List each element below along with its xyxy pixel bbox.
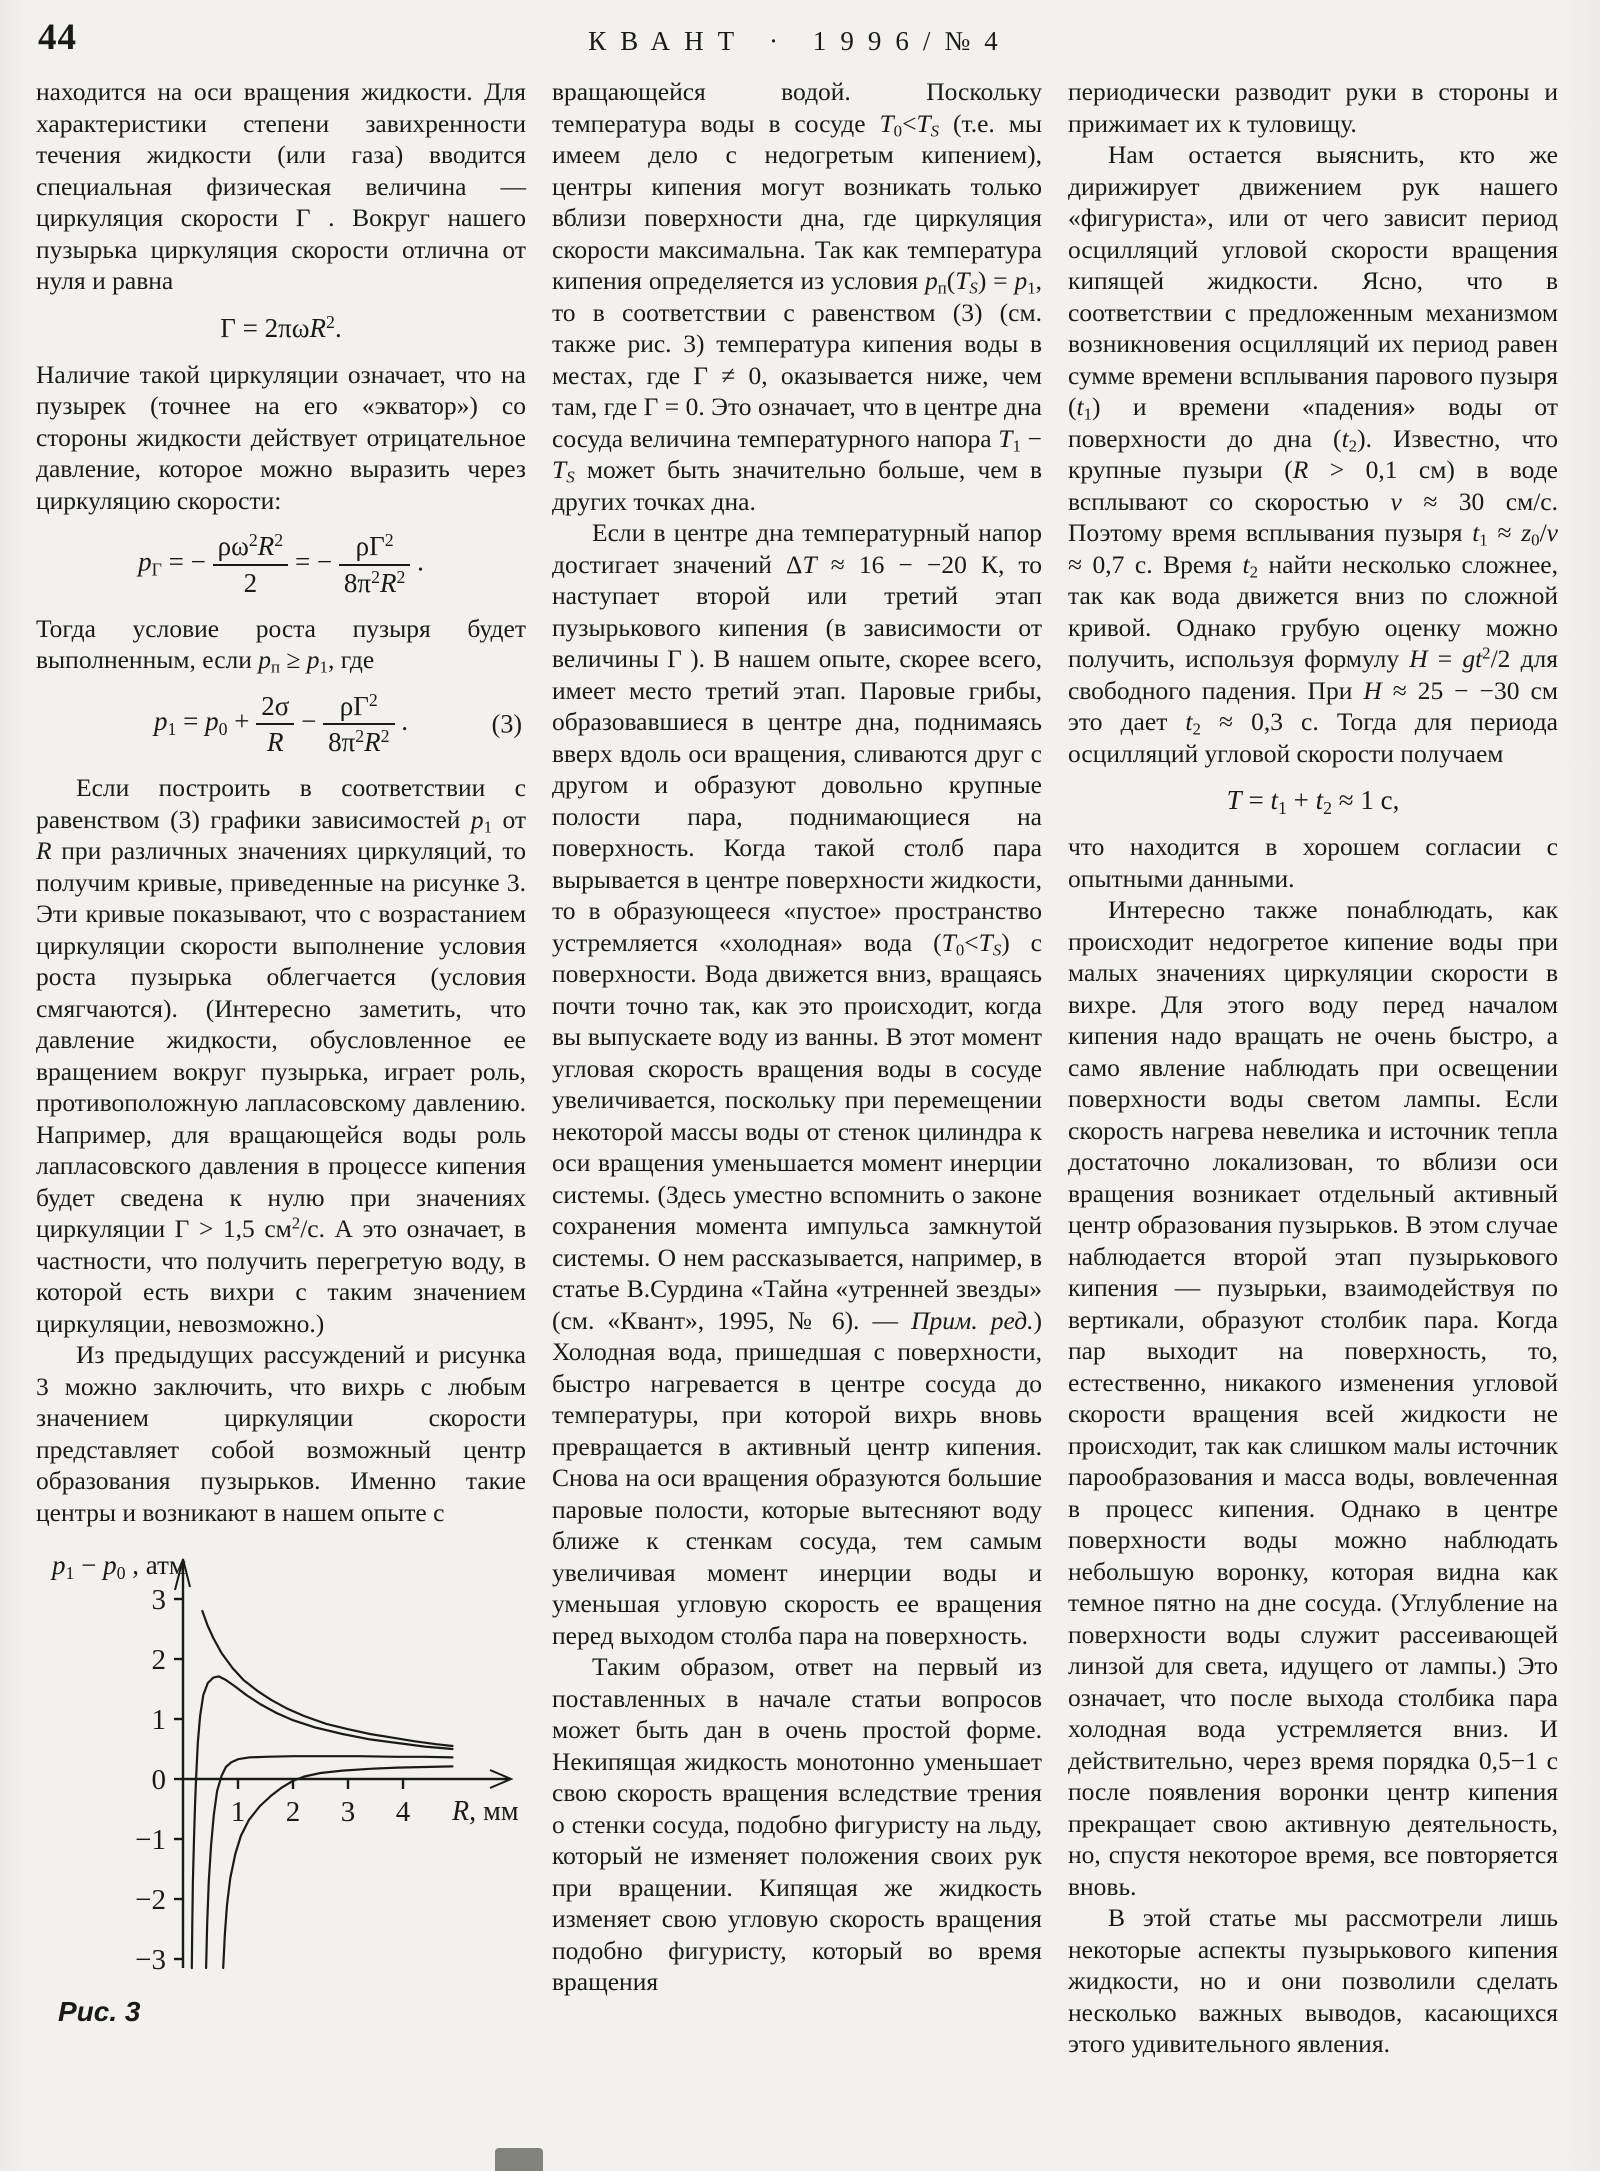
equation-number: (3) <box>491 709 522 739</box>
formula-3-body: $p_1 = p_0$ + $\frac{2\sigma}{R}$ − $\frac{\rho\Gamma^2}{8\pi^2R^2}$ . <box>153 689 409 758</box>
formula-period: $T = t_1 + t_2 \approx 1$ с, <box>1226 785 1400 818</box>
svg-text:2: 2 <box>151 1644 166 1677</box>
paragraph-negative-pressure: Наличие такой циркуляции означает, что на пузырек (точнее на его «экватор») со стороны жидкости действует отрицательное давление, которое можно выразить через циркуляцию скорости: <box>36 359 526 515</box>
svg-text:−2: −2 <box>135 1884 166 1917</box>
column-2 <box>552 76 1042 2060</box>
paragraph-oscillation-period: Нам остается выяснить, кто же дирижирует движением рук нашего «фигуриста», или от чего зависит период осцилляций угловой скорости вращения кипящей жидкости. Ясно, что в соответствии с предложенным механизмом возникновения осцилляций их период равен сумме времени всплывания парового пузыря $(t_1)$ и времени «падения» воды от поверхности до дна $(t_2)$. Известно, что крупные пузыри (R > 0,1 см) в воде всплывают со скоростью v ≈ 30 см/с. Поэтому время всплывания пузыря $t_1 \approx z_0/v \approx 0,7$ с. Время $t_2$ найти несколько сложнее, так как вода движется вниз по сложной кривой. Однако грубую оценку можно получить, используя формулу $H = gt^2/2$ для свободного падения. При H ≈ 25 − −30 см это дает $t_2 \approx 0,3$ с. Тогда для периода осцилляций угловой скорости получаем <box>1068 140 1558 768</box>
svg-text:0: 0 <box>151 1764 166 1797</box>
svg-text:4: 4 <box>395 1796 411 1829</box>
figure-3 <box>36 1550 526 2028</box>
formula-3 <box>36 691 526 757</box>
formula-p-gamma: $p_\Gamma$ = − $\frac{\rho\omega^2R^2}{2}$ = − $\frac{\rho\Gamma^2}{8\pi^2R^2}$ . <box>138 530 424 598</box>
paragraph-vapor-mushrooms: Если в центре дна температурный напор достигает значений ΔT ≈ 16 − −20 К, то наступает второй или третий этап пузырькового кипения (в зависимости от величины Γ ). В нашем опыте, скорее всего, имеет место третий этап. Паровые грибы, образовавшиеся в центре дна, поднимаясь вверх вдоль оси вращения, сливаются друг с другом и образуют довольно крупные полости пара, поднимающиеся на поверхность. Когда такой столб пара вырывается в центре поверхности жидкости, то в образующееся «пустое» пространство устремляется «холодная» вода $(T_0<T_S)$ с поверхности. Вода движется вниз, вращаясь почти точно так, как это происходит, когда вы выпускаете воду из ванны. В этот момент угловая скорость вращения воды в сосуде увеличивается, поскольку при перемещении некоторой массы воды от стенок цилиндра к оси вращения уменьшается момент инерции системы. (Здесь уместно вспомнить о законе сохранения момента импульса замкнутой системы. О нем рассказывается, например, в статье В.Сурдина «Тайна «утренней звезды» (см. «Квант», 1995, № 6). — Прим. ред.) Холодная вода, пришедшая с поверхности, быстро нагревается в центре сосуда до температуры, при которой вихрь вновь превращается в активный центр кипения. Снова на оси вращения образуются большие паровые полости, которые вытесняют воду ближе к стенкам сосуда, тем самым увеличивая момент инерции воды и уменьшая угловую скорость ее вращения перед выходом столба пара на поверхность. <box>552 518 1042 1650</box>
paragraph-centers: Из предыдущих рассуждений и рисунка 3 можно заключить, что вихрь с любым значением циркуляции скорости представляет собой возможный центр образования пузырьков. Именно такие центры и возникают в нашем опыте с <box>36 1340 526 1527</box>
paragraph-growth-condition: Тогда условие роста пузыря будет выполненным, если $p_п \ge p_1$, где <box>36 613 526 678</box>
svg-text:3: 3 <box>340 1796 356 1829</box>
figure-caption: Рис. 3 <box>58 1996 141 2028</box>
svg-text:−1: −1 <box>135 1824 166 1857</box>
journal-header: КВАНТ · 1996/№4 <box>588 26 1012 56</box>
svg-text:1: 1 <box>151 1704 166 1737</box>
svg-text:2: 2 <box>285 1796 301 1829</box>
figure-y-axis-label: $p_1 - p_0$ , атм <box>52 1550 186 1584</box>
paragraph-agreement: что находится в хорошем согласии с опытными данными. <box>1068 832 1558 893</box>
svg-text:−3: −3 <box>135 1944 166 1977</box>
paragraph-rotating-water: вращающейся водой. Поскольку температура воды в сосуде $T_0<T_S$ (т.е. мы имеем дело с недогретым кипением), центры кипения могут возникать только вблизи поверхности дна, где циркуляция скорости максимальна. Так как температура кипения определяется из условия $p_п(T_S) = p_1$, то в соответствии с равенством (3) (см. также рис. 3) температура кипения воды в местах, где Γ ≠ 0, оказывается ниже, чем там, где Γ = 0. Это означает, что в центре дна сосуда величина температурного напора $T_1 - T_S$ может быть значительно больше, чем в других точках дна. <box>552 77 1042 516</box>
paragraph-curves: Если построить в соответствии с равенством (3) графики зависимостей $p_1$ от R при различных значениях циркуляций, то получим кривые, приведенные на рисунке 3. Эти кривые показывают, что с возрастанием циркуляции скорости выполнение условия роста пузырька облегчается (условия смягчаются). (Интересно заметить, что давление жидкости, обусловленное ее вращением вокруг пузырька, играет роль, противоположную лапласовскому давлению. Например, для вращающейся воды роль лапласовского давления в процессе кипения будет сведена к нулю при значениях циркуляции Γ > 1,5 $см^2/с$. А это означает, в частности, что получить перегретую воду, в которой есть вихри с таким значением циркуляции, невозможно.) <box>36 773 527 1338</box>
scan-artifact <box>495 2148 543 2171</box>
column-3 <box>1068 76 1558 2060</box>
paragraph-first-answer: Таким образом, ответ на первый из поставленных в начале статьи вопросов может быть дан в очень простой форме. Некипящая жидкость монотонно уменьшает свою скорость вращения вследствие трения о стенки сосуда, подобно фигуристу на льду, который не изменяет положения своих рук при вращении. Кипящая же жидкость изменяет свою угловую скорость вращения подобно фигуристу, который во время вращения <box>552 1652 1042 1996</box>
column-1 <box>36 76 526 2060</box>
svg-text:1: 1 <box>230 1796 246 1829</box>
article-columns <box>36 76 1558 2060</box>
paragraph-circulation-intro: находится на оси вращения жидкости. Для характеристики степени завихренности течения жидкости (или газа) вводится специальная физическая величина — циркуляция скорости Γ . Вокруг нашего пузырька циркуляция скорости отлична от нуля и равна <box>36 77 526 295</box>
plot-curve-4 <box>223 1767 452 1969</box>
plot-curve-1 <box>202 1611 452 1746</box>
figure-plot <box>36 1550 526 1980</box>
svg-text:3: 3 <box>151 1584 166 1617</box>
figure-x-axis-label: R, мм <box>452 1796 519 1828</box>
paragraph-conclusion: В этой статье мы рассмотрели лишь некоторые аспекты пузырькового кипения жидкости, но и они позволили сделать несколько важных выводов, касающихся этого удивительного явления. <box>1068 1903 1558 2059</box>
formula-circulation: Γ = 2πωR$^2$. <box>220 311 342 343</box>
paragraph-arms: периодически разводит руки в стороны и прижимает их к туловищу. <box>1068 77 1558 138</box>
page-number: 44 <box>38 17 77 58</box>
paragraph-observation: Интересно также понаблюдать, как происходит недогретое кипение воды при малых значениях циркуляции скорости в вихре. Для этого воду перед началом кипения надо вращать не очень быстро, а само явление наблюдать при освещении поверхности воды светом лампы. Если скорость нагрева невелика и источник тепла достаточно локализован, то вблизи оси вращения возникает отдельный активный центр образования пузырьков. В этом случае наблюдается второй этап пузырькового кипения — пузырьки, взаимодействуя по вертикали, образуют столбик пара. Когда пар выходит на поверхность, то, естественно, никакого изменения угловой скорости вращения всей жидкости не происходит, так как слишком малы источник парообразования и масса воды, вовлеченная в процесс кипения. Однако в центре поверхности воды можно наблюдать небольшую воронку, которая видна как темное пятно на дне сосуда. (Углубление на поверхности воды служит рассеивающей линзой для света, идущего от лампы.) Это означает, что после выхода столбика пара холодная вода устремляется вниз. И действительно, через время порядка 0,5−1 с после появления воронки центр кипения прекращает свою активную деятельность, но, спустя некоторое время, все повторяется вновь. <box>1068 895 1558 1901</box>
plot-curve-3 <box>206 1757 452 1969</box>
